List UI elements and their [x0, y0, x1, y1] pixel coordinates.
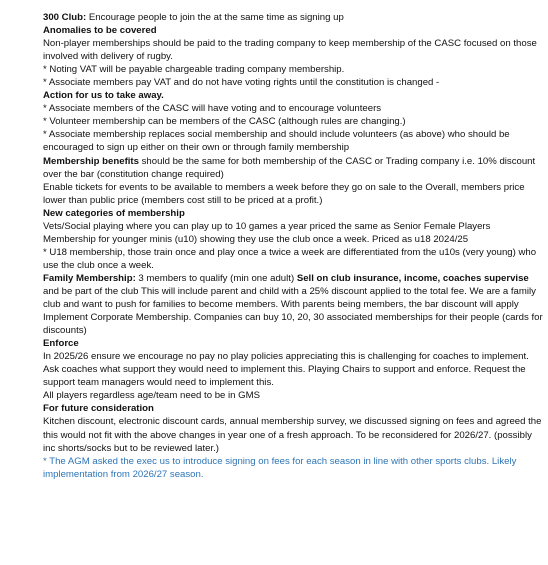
benefits-paragraph — [43, 155, 543, 181]
enforce-paragraph: In 2025/26 ensure we encourage no pay no play policies appreciating this is challenging for coaches to implement. Ask coaches what support they would need to implement this. Playing Chairs to support and enforce. Request the support team managers would need to implement this. — [43, 351, 529, 389]
anomalies-paragraph: Non-player memberships should be paid to the trading company to keep membership of the CASC focused on those involved with delivery of rugby. — [43, 38, 537, 63]
family-membership-paragraph — [43, 272, 543, 311]
new-categories-heading: New categories of membership — [43, 207, 185, 219]
club-300-paragraph — [43, 11, 543, 24]
corporate-membership: Implement Corporate Membership. Companies can buy 10, 20, 30 associated memberships for their people (cards for discounts) — [43, 312, 543, 337]
anomalies-heading: Anomalies to be covered — [43, 25, 157, 37]
family-membership-bold: Sell on club insurance, income, coaches supervise — [296, 272, 529, 284]
anomalies-action: Action for us to take away. — [43, 90, 164, 102]
new-categories-younger-minis: Membership for younger minis (u10) showing they use the club once a week. Priced as u18 2024/25 — [43, 233, 469, 245]
club-300-text: Encourage people to join the at the same time as signing up — [86, 12, 344, 23]
club-300-heading: 300 Club: — [43, 12, 87, 23]
family-membership-plain: 3 members to qualify (min one adult) — [135, 272, 297, 284]
new-categories-u18: * U18 membership, those train once and play once a twice a week are differentiated from the u10s (very young) who use the club once a week. — [43, 246, 537, 271]
anomalies-bullet-volunteer: * Volunteer membership can be members of the CASC (although rules are changing.) — [43, 116, 406, 128]
anomalies-bullet-associate-social: * Associate membership replaces social membership and should include volunteers (as above) who should be encouraged to sign up either on their own or through family membership — [43, 129, 510, 154]
enforce-gms: All players regardless age/team need to be in GMS — [43, 390, 261, 402]
future-paragraph: Kitchen discount, electronic discount cards, annual membership survey, we discussed signing on fees and agreed the this would not fit with the above changes in year one of a fresh approach. To be reconsidered for 2026/27. (possibly inc shorts/socks but to be reviewed later.) — [43, 416, 542, 454]
anomalies-bullet-vat: * Noting VAT will be payable chargeable trading company membership. — [43, 64, 345, 76]
family-membership-rest: and be part of the club This will include parent and child with a 25% discount applied to the total fee. We are a family club and want to push for families to become members. With parents being members, the bar discount will apply — [43, 285, 536, 311]
benefits-text: should be the same for both membership of the CASC or Trading company i.e. 10% discount over the bar (constitution change required) — [43, 155, 536, 180]
benefits-tickets: Enable tickets for events to be available to members a week before they go on sale to the Overall, members price lower than public price (members cost still to be priced at a profit.) — [43, 181, 525, 206]
agm-note: * The AGM asked the exec us to introduce signing on fees for each season in line with other sports clubs. Likely implementation from 2026/27 season. — [43, 455, 517, 480]
enforce-heading: Enforce — [43, 338, 79, 350]
benefits-heading: Membership benefits — [43, 155, 139, 167]
new-categories-vets: Vets/Social playing where you can play up to 10 games a year priced the same as Senior Female Players — [43, 220, 491, 232]
anomalies-bullet-associate-vat: * Associate members pay VAT and do not have voting rights until the constitution is changed - — [43, 77, 440, 89]
future-heading: For future consideration — [43, 403, 154, 415]
anomalies-bullet-voting: * Associate members of the CASC will have voting and to encourage volunteers — [43, 103, 382, 115]
family-membership-label: Family Membership: — [43, 272, 136, 284]
document-body — [43, 11, 543, 481]
